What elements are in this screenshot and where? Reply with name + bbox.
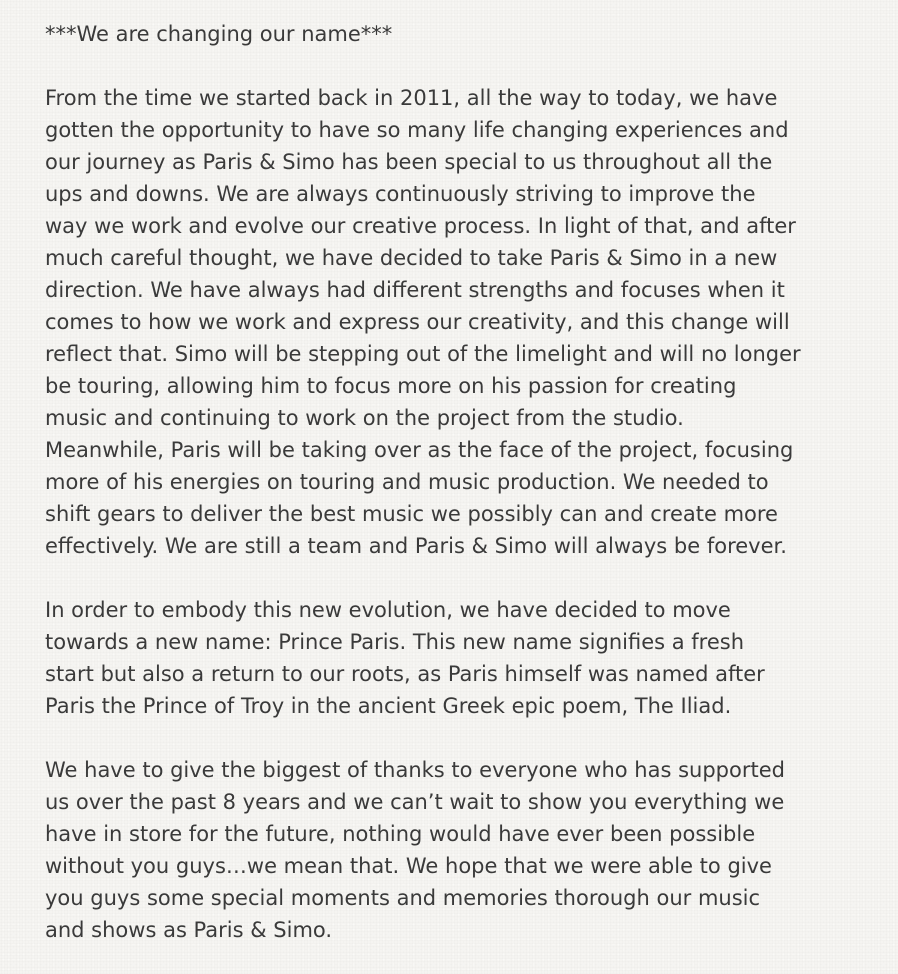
text-line: comes to how we work and express our creativity, and this change will bbox=[45, 310, 790, 334]
text-line: start but also a return to our roots, as Paris himself was named after bbox=[45, 662, 765, 686]
paragraph-1 bbox=[45, 82, 865, 562]
text-line: without you guys…we mean that. We hope that we were able to give bbox=[45, 854, 772, 878]
text-line: have in store for the future, nothing would have ever been possible bbox=[45, 822, 756, 846]
text-line: our journey as Paris & Simo has been special to us throughout all the bbox=[45, 150, 773, 174]
text-line: be touring, allowing him to focus more on his passion for creating bbox=[45, 374, 737, 398]
document-page bbox=[45, 18, 865, 946]
text-line: Meanwhile, Paris will be taking over as the face of the project, focusing bbox=[45, 438, 794, 462]
text-line: music and continuing to work on the project from the studio. bbox=[45, 406, 684, 430]
paragraph-2 bbox=[45, 594, 865, 722]
text-line: more of his energies on touring and music production. We needed to bbox=[45, 470, 769, 494]
text-line: shift gears to deliver the best music we possibly can and create more bbox=[45, 502, 778, 526]
paragraph-spacer bbox=[45, 722, 865, 754]
text-line: We have to give the biggest of thanks to everyone who has supported bbox=[45, 758, 785, 782]
text-line: gotten the opportunity to have so many life changing experiences and bbox=[45, 118, 789, 142]
text-line: In order to embody this new evolution, we have decided to move bbox=[45, 598, 731, 622]
text-line: and shows as Paris & Simo. bbox=[45, 918, 333, 942]
text-line: direction. We have always had different strengths and focuses when it bbox=[45, 278, 785, 302]
text-line: us over the past 8 years and we can’t wait to show you everything we bbox=[45, 790, 785, 814]
text-line: From the time we started back in 2011, all the way to today, we have bbox=[45, 86, 778, 110]
text-line: way we work and evolve our creative process. In light of that, and after bbox=[45, 214, 796, 238]
text-line: ups and downs. We are always continuously striving to improve the bbox=[45, 182, 756, 206]
text-line: much careful thought, we have decided to take Paris & Simo in a new bbox=[45, 246, 778, 270]
paragraph-3 bbox=[45, 754, 865, 946]
text-line: Paris the Prince of Troy in the ancient Greek epic poem, The Iliad. bbox=[45, 694, 732, 718]
text-line: effectively. We are still a team and Paris & Simo will always be forever. bbox=[45, 534, 787, 558]
text-line: you guys some special moments and memories thorough our music bbox=[45, 886, 761, 910]
text-line: towards a new name: Prince Paris. This new name signifies a fresh bbox=[45, 630, 745, 654]
paragraph-spacer bbox=[45, 562, 865, 594]
document-title: ***We are changing our name*** bbox=[45, 22, 393, 46]
text-line: reflect that. Simo will be stepping out of the limelight and will no longer bbox=[45, 342, 801, 366]
